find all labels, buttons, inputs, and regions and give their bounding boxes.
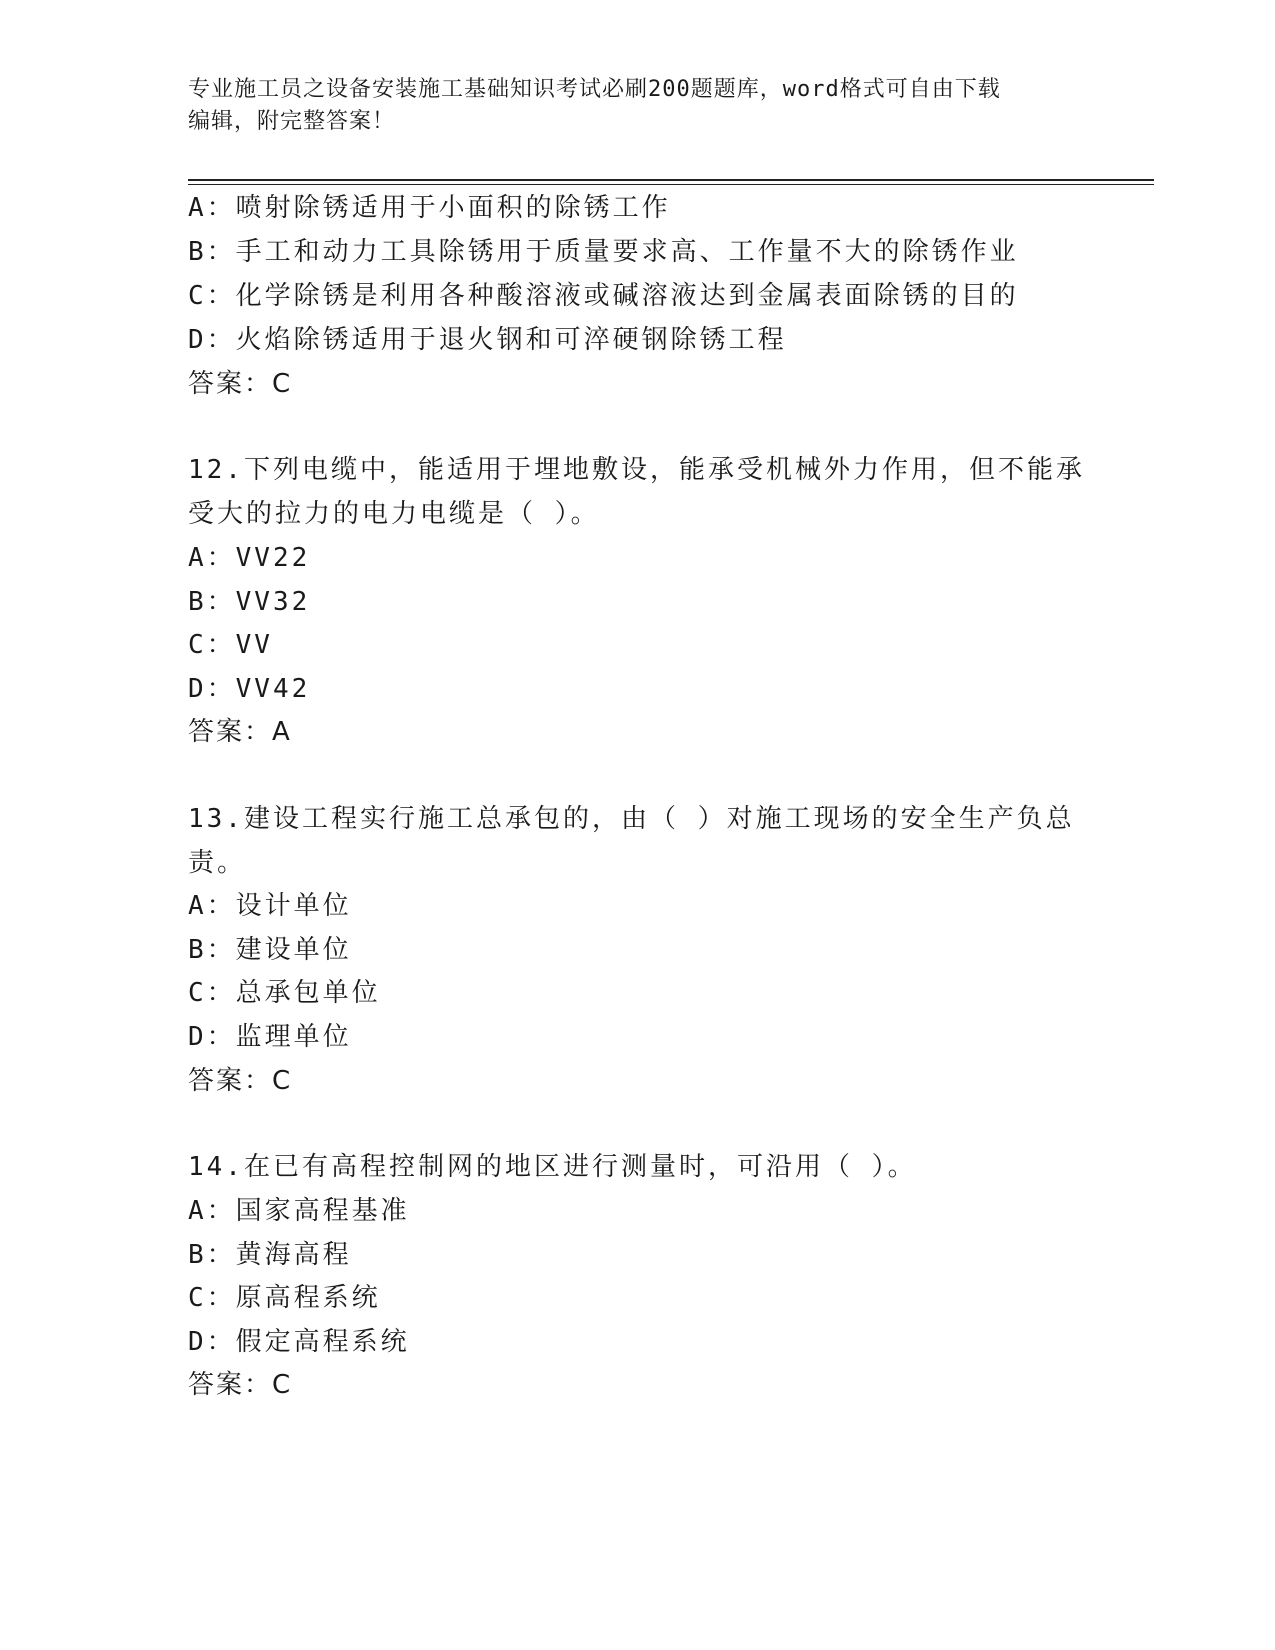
q12-stem-line-2: 受大的拉力的电力电缆是（ ）。	[188, 499, 600, 529]
q12-option-b: B：VV32	[188, 587, 311, 617]
header-title-line-1: 专业施工员之设备安装施工基础知识考试必刷200题题库，word格式可自由下载	[188, 77, 1001, 102]
q11-option-a: A：喷射除锈适用于小面积的除锈工作	[188, 193, 671, 223]
q13-stem-line-1: 13.建设工程实行施工总承包的，由（ ）对施工现场的安全生产负总	[188, 804, 1075, 834]
q13-option-d: D：监理单位	[188, 1022, 352, 1052]
q13-option-c: C：总承包单位	[188, 978, 381, 1008]
q12-option-c: C：VV	[188, 630, 273, 660]
q14-stem-line-1: 14.在已有高程控制网的地区进行测量时，可沿用（ ）。	[188, 1152, 917, 1182]
q14-option-a: A：国家高程基准	[188, 1196, 410, 1226]
q12-stem-line-1: 12.下列电缆中，能适用于埋地敷设，能承受机械外力作用，但不能承	[188, 455, 1085, 485]
q11-option-b: B：手工和动力工具除锈用于质量要求高、工作量不大的除锈作业	[188, 237, 1019, 267]
header-title-line-2: 编辑，附完整答案！	[188, 109, 396, 134]
header-divider-thick	[188, 179, 1154, 181]
q13-option-a: A：设计单位	[188, 891, 352, 921]
q12-answer: 答案：A	[188, 717, 292, 747]
q11-option-c: C：化学除锈是利用各种酸溶液或碱溶液达到金属表面除锈的目的	[188, 281, 1019, 311]
q14-option-d: D：假定高程系统	[188, 1327, 410, 1357]
header-divider-thin	[188, 184, 1154, 185]
q13-answer: 答案：C	[188, 1066, 293, 1096]
q12-option-d: D：VV42	[188, 674, 311, 704]
q14-option-c: C：原高程系统	[188, 1283, 381, 1313]
q14-answer: 答案：C	[188, 1370, 293, 1400]
q11-answer: 答案：C	[188, 369, 293, 399]
q11-option-d: D：火焰除锈适用于退火钢和可淬硬钢除锈工程	[188, 325, 787, 355]
q13-option-b: B：建设单位	[188, 935, 352, 965]
q14-option-b: B：黄海高程	[188, 1240, 352, 1270]
q13-stem-line-2: 责。	[188, 848, 247, 878]
q12-option-a: A：VV22	[188, 543, 311, 573]
document-header	[188, 74, 1068, 138]
